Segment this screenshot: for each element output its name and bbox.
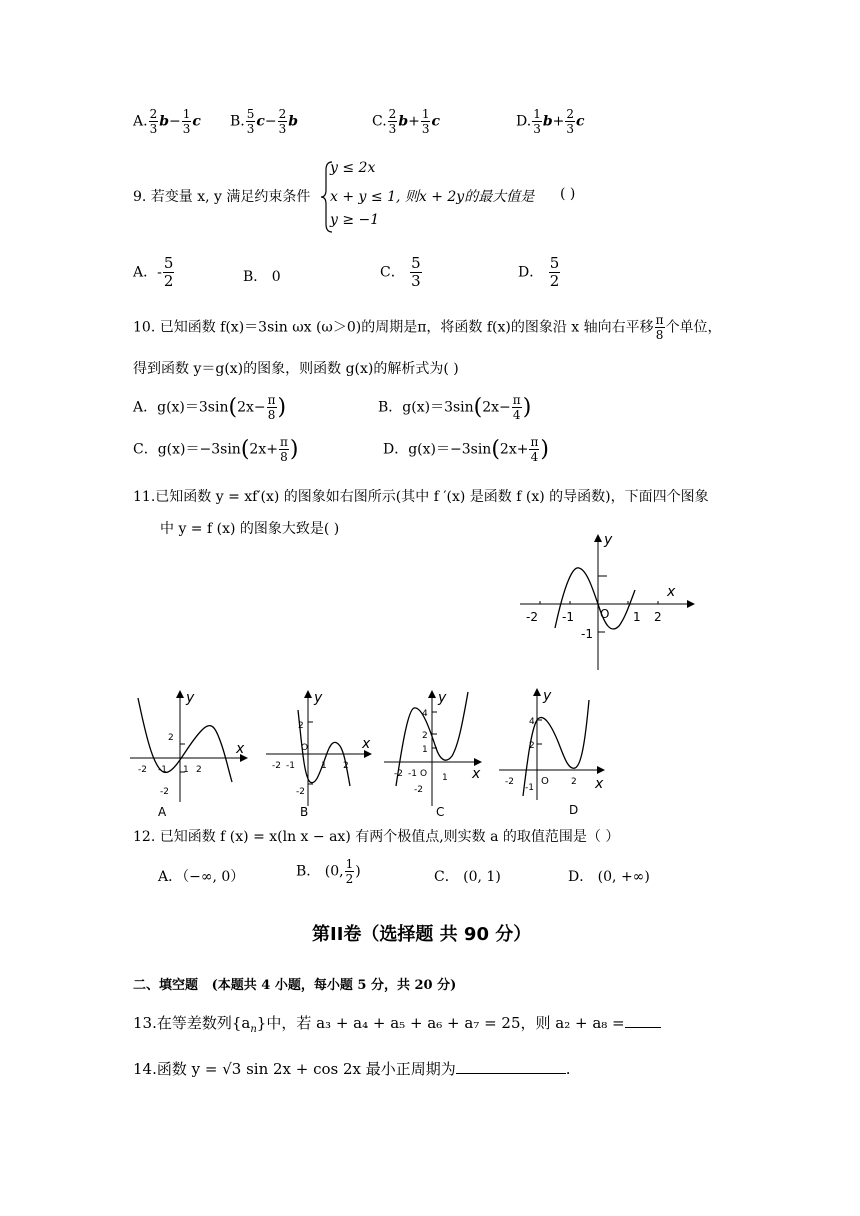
q12-line: 12. 已知函数 f (x) = x(ln x − ax) 有两个极值点,则实数 a 的取值范围是（ ） <box>133 829 620 845</box>
tick-label: -1 <box>158 765 167 775</box>
tick-label: 1 <box>321 761 327 771</box>
q8-option-d: D. $\frac{1}{3}$ b+ $\frac{2}{3}$ c <box>516 107 585 136</box>
q9-constraint-1: y ≤ 2x <box>330 160 376 176</box>
y-axis-label: y <box>604 532 613 548</box>
tick-label: -2 <box>505 777 514 787</box>
tick-label: -2 <box>272 761 281 771</box>
q8-option-a: A. $\frac{2}{3}$ b− $\frac{1}{3}$ c <box>133 107 201 136</box>
tick-label: -1 <box>562 610 574 624</box>
option-label: B <box>300 805 309 818</box>
origin-label: O <box>301 743 309 753</box>
q10-option-d: D．g(x)＝−3sin(2x+ $\frac{\pi}{4}$ ) <box>383 435 549 464</box>
q9-prefix: 9. 若变量 x, y 满足约束条件 <box>133 189 311 205</box>
tick-label: 2 <box>196 765 202 775</box>
y-axis-label: y <box>314 690 323 706</box>
answer-blank[interactable] <box>625 1027 661 1028</box>
y-axis-arrow-icon <box>428 690 436 698</box>
origin-label: O <box>600 607 610 621</box>
y-axis-arrow-icon <box>533 688 541 696</box>
tick-label: 1 <box>183 765 189 775</box>
q11-option-d-graph <box>497 684 613 818</box>
tick-label: 2 <box>529 741 535 751</box>
origin-label: O <box>420 769 428 779</box>
tick-label: -2 <box>414 785 423 795</box>
tick-label: 1 <box>633 610 641 624</box>
q10-line-1: 10. 已知函数 f(x)＝3sin ωx (ω＞0)的周期是π，将函数 f(x)的图象沿 x 轴向右平移 $\frac{\pi}{8}$ 个单位， <box>133 313 722 342</box>
tick-label: 4 <box>422 709 428 719</box>
tick-label: 2 <box>168 733 174 743</box>
tick-label: 2 <box>298 721 304 731</box>
section-title: 第II卷（选择题 共 90 分） <box>312 924 532 945</box>
q12-option-a: A．（−∞, 0） <box>158 869 245 885</box>
q14-line: 14.函数 y = √3 sin 2x + cos 2x 最小正周期为 . <box>133 1060 571 1078</box>
x-axis-label: x <box>236 741 245 757</box>
q9-option-b: B． 0 <box>243 269 281 285</box>
q11-option-c-graph <box>382 686 492 818</box>
tick-label: -2 <box>160 787 169 797</box>
tick-label: -2 <box>138 765 147 775</box>
y-axis-label: y <box>438 690 447 706</box>
option-label: A <box>158 805 167 818</box>
q11-line-1: 11.已知函数 y = xf′(x) 的图象如右图所示(其中 f ′(x) 是函数 f (x) 的导函数)，下面四个图象 <box>133 489 709 505</box>
tick-label: 1 <box>422 745 428 755</box>
q9-option-a: A．- $\frac{5}{2}$ <box>133 254 174 290</box>
q11-derivative-graph <box>515 530 695 672</box>
tick-label: -2 <box>526 610 538 624</box>
q8-option-c: C. $\frac{2}{3}$ b+ $\frac{1}{3}$ c <box>372 107 441 136</box>
tick-label: 2 <box>654 610 662 624</box>
q11-option-a-graph <box>128 686 250 818</box>
tick-label: -1 <box>525 783 534 793</box>
q11-line-2: 中 y = f (x) 的图象大致是( ) <box>160 521 340 537</box>
tick-label: -1 <box>581 627 593 641</box>
x-axis-label: x <box>667 584 676 600</box>
x-axis-arrow-icon <box>687 600 695 608</box>
part-heading: 二、填空题 (本题共 4 小题，每小题 5 分，共 20 分) <box>133 978 457 993</box>
q10-option-c: C．g(x)＝−3sin(2x+ $\frac{\pi}{8}$ ) <box>133 435 299 464</box>
tick-label: 4 <box>529 717 535 727</box>
x-axis-label: x <box>472 766 481 782</box>
q13-line: 13.在等差数列$\{a_n\}$中，若 a₃ + a₄ + a₅ + a₆ + a₇ = 25，则 a₂ + a₈ = <box>133 1012 661 1035</box>
tick-label: 1 <box>442 773 448 783</box>
tick-label: 2 <box>422 731 428 741</box>
y-axis-arrow-icon <box>176 690 184 698</box>
answer-blank[interactable] <box>456 1073 566 1074</box>
y-axis-label: y <box>543 688 552 704</box>
q10-option-b: B．g(x)＝3sin(2x− $\frac{\pi}{4}$ ) <box>378 393 532 422</box>
x-axis-label: x <box>595 776 604 792</box>
x-axis-label: x <box>362 736 371 752</box>
q9-option-c: C． $\frac{5}{3}$ <box>380 254 421 290</box>
q9-answer-paren: ( ) <box>560 186 576 202</box>
y-axis-label: y <box>186 690 195 706</box>
option-label: C <box>436 805 445 818</box>
x-axis-arrow-icon <box>474 758 482 766</box>
q9-option-d: D． $\frac{5}{2}$ <box>518 254 560 290</box>
tick-label: -1 <box>408 769 417 779</box>
tick-label: -2 <box>394 769 403 779</box>
tick-label: -1 <box>286 761 295 771</box>
q12-option-d: D． (0, +∞) <box>568 869 650 885</box>
q12-option-c: C． (0, 1) <box>434 869 501 885</box>
tick-label: 2 <box>571 777 577 787</box>
tick-label: 2 <box>343 761 349 771</box>
q9-constraint-2: x + y ≤ 1, 则x + 2y的最大值是 <box>330 189 535 205</box>
tick-label: -2 <box>296 787 305 797</box>
q11-option-b-graph <box>264 686 376 818</box>
q12-option-b: B． (0, $\frac{1}{2}$ ) <box>296 857 361 886</box>
q10-option-a: A．g(x)＝3sin(2x− $\frac{\pi}{8}$ ) <box>133 393 287 422</box>
q8-option-b: B. $\frac{5}{3}$ c− $\frac{2}{3}$ b <box>230 107 299 136</box>
option-label: D <box>569 803 579 817</box>
q10-line-2: 得到函数 y＝g(x)的图象，则函数 g(x)的解析式为( ) <box>133 361 459 377</box>
x-axis-arrow-icon <box>597 766 605 774</box>
y-axis-arrow-icon <box>594 534 602 542</box>
q9-constraint-3: y ≥ −1 <box>330 212 380 228</box>
origin-label: O <box>541 776 549 787</box>
y-axis-arrow-icon <box>304 690 312 698</box>
